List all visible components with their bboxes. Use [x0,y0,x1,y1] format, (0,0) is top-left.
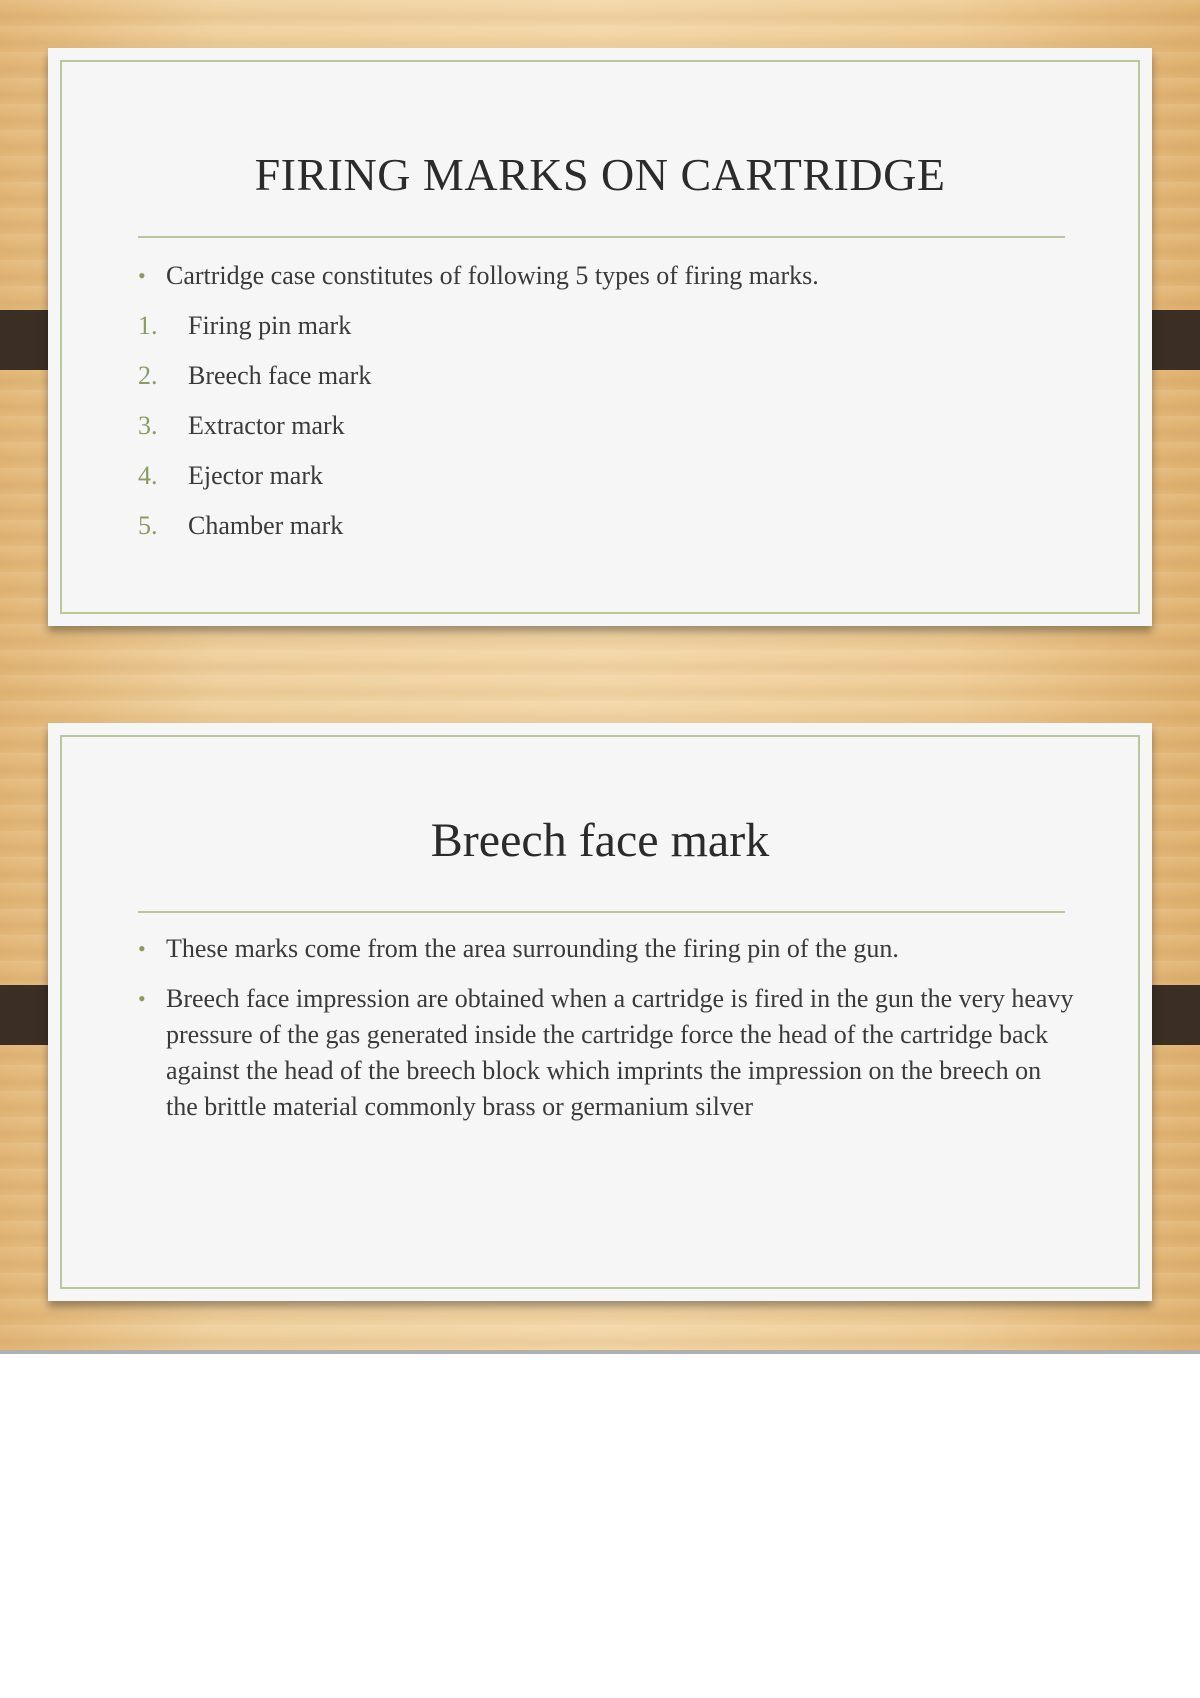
item-number: 5. [138,511,158,540]
item-number: 4. [138,461,158,490]
slide-card [48,48,1152,626]
slide-card [48,723,1152,1301]
title-divider [138,236,1065,238]
item-text: Breech face mark [188,361,372,390]
slide-title: FIRING MARKS ON CARTRIDGE [254,149,946,200]
bullet-item [138,258,1078,294]
numbered-item [138,358,1078,394]
item-text: Firing pin mark [188,311,352,340]
item-number: 2. [138,361,158,390]
item-number: 1. [138,311,158,340]
bullet-text: Cartridge case constitutes of following 5 types of firing marks. [166,261,819,290]
item-number: 3. [138,411,158,440]
item-text: Ejector mark [188,461,323,490]
numbered-item [138,408,1078,444]
slide-title: Breech face mark [430,814,770,867]
bullet-icon: • [138,986,146,1011]
bullet-item [138,981,1078,1125]
title-divider [138,911,1065,913]
bullet-icon: • [138,936,146,961]
slide-2 [0,675,1200,1354]
slide-1 [0,0,1200,675]
item-text: Extractor mark [188,411,345,440]
bullet-item [138,931,1078,967]
item-text: Chamber mark [188,511,344,540]
bullet-text: Breech face impression are obtained when a cartridge is fired in the gun the very heavy pressure of the gas generated inside the cartridge force the head of the cartridge back against the head of the breech block which imprints the impression on the breech on the brittle material commonly brass or germanium silver [166,984,1074,1121]
numbered-item [138,508,1078,544]
slide-content [138,931,1078,1139]
numbered-item [138,458,1078,494]
bullet-icon: • [138,263,146,288]
bullet-text: These marks come from the area surrounding the firing pin of the gun. [166,934,899,963]
slide-content [138,258,1078,558]
numbered-item [138,308,1078,344]
